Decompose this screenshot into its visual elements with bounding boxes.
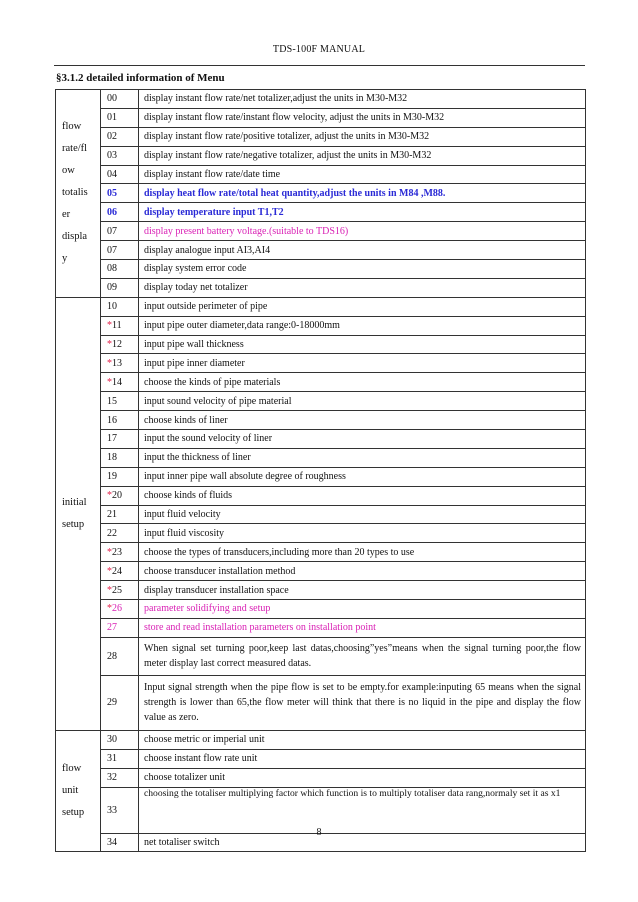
menu-code: 26 bbox=[112, 603, 122, 615]
group-label-line: y bbox=[62, 253, 68, 265]
menu-code: 18 bbox=[107, 452, 117, 464]
table-row bbox=[56, 203, 586, 222]
menu-code-cell bbox=[101, 108, 139, 127]
table-row bbox=[56, 562, 586, 581]
menu-description: choose instant flow rate unit bbox=[139, 749, 586, 768]
menu-description: choose the kinds of pipe materials bbox=[139, 373, 586, 392]
menu-description: choose totalizer unit bbox=[139, 768, 586, 787]
menu-code-cell bbox=[101, 467, 139, 486]
menu-code: 05 bbox=[107, 187, 117, 199]
group-label bbox=[56, 297, 101, 730]
table-row bbox=[56, 411, 586, 430]
table-row bbox=[56, 675, 586, 730]
menu-code: 33 bbox=[107, 804, 117, 816]
star-marker: * bbox=[107, 339, 112, 351]
menu-code-cell bbox=[101, 411, 139, 430]
table-row bbox=[56, 108, 586, 127]
menu-code: 06 bbox=[107, 206, 117, 218]
menu-description: When signal set turning poor,keep last datas,choosing”yes”means when the signal turning poor,the flow meter display last correct measured datas. bbox=[139, 637, 586, 675]
table-row bbox=[56, 448, 586, 467]
table-row bbox=[56, 749, 586, 768]
table-row bbox=[56, 430, 586, 449]
table-row bbox=[56, 297, 586, 316]
menu-code: 00 bbox=[107, 93, 117, 105]
table-row bbox=[56, 222, 586, 241]
table-row bbox=[56, 524, 586, 543]
menu-code: 04 bbox=[107, 169, 117, 180]
menu-description: input fluid viscosity bbox=[139, 524, 586, 543]
menu-code: 27 bbox=[107, 622, 117, 634]
menu-code: 20 bbox=[112, 490, 122, 502]
table-row bbox=[56, 392, 586, 411]
menu-description: input pipe wall thickness bbox=[139, 335, 586, 354]
page-header-title: TDS-100F MANUAL bbox=[272, 44, 366, 55]
group-label-line: displa bbox=[62, 231, 88, 243]
menu-code-cell bbox=[101, 297, 139, 316]
table-row bbox=[56, 165, 586, 184]
table-row bbox=[56, 600, 586, 619]
menu-code-cell bbox=[101, 618, 139, 637]
menu-code-cell bbox=[101, 637, 139, 675]
menu-code-cell bbox=[101, 749, 139, 768]
group-label-line: initial bbox=[62, 496, 87, 508]
menu-description: net totaliser switch bbox=[139, 833, 586, 852]
table-row bbox=[56, 354, 586, 373]
menu-description: display instant flow rate/instant flow velocity, adjust the units in M30-M32 bbox=[139, 108, 586, 127]
menu-description: input inner pipe wall absolute degree of roughness bbox=[139, 467, 586, 486]
table-row bbox=[56, 730, 586, 749]
group-label-line: flow bbox=[62, 121, 82, 133]
menu-code: 16 bbox=[107, 414, 117, 426]
star-marker: * bbox=[107, 565, 112, 577]
menu-description: display today net totalizer bbox=[139, 278, 586, 297]
menu-code-cell bbox=[101, 354, 139, 373]
star-marker: * bbox=[107, 376, 112, 388]
table-row bbox=[56, 335, 586, 354]
menu-code: 07 bbox=[107, 225, 117, 237]
group-label-line: totalis bbox=[62, 187, 88, 199]
menu-code: 08 bbox=[107, 263, 117, 275]
menu-code-cell bbox=[101, 486, 139, 505]
menu-code: 15 bbox=[107, 395, 117, 407]
menu-code-cell bbox=[101, 524, 139, 543]
menu-description: input sound velocity of pipe material bbox=[139, 392, 586, 411]
menu-code: 13 bbox=[112, 357, 122, 369]
menu-description: choose the types of transducers,including more than 20 types to use bbox=[139, 543, 586, 562]
menu-code-cell bbox=[101, 581, 139, 600]
menu-code-cell bbox=[101, 146, 139, 165]
menu-code-cell bbox=[101, 562, 139, 581]
menu-code-cell bbox=[101, 392, 139, 411]
table-row bbox=[56, 278, 586, 297]
menu-code-cell bbox=[101, 222, 139, 241]
menu-code: 32 bbox=[107, 772, 117, 784]
menu-code: 02 bbox=[107, 131, 117, 143]
menu-description: input the sound velocity of liner bbox=[139, 430, 586, 449]
table-row bbox=[56, 146, 586, 165]
table-row bbox=[56, 127, 586, 146]
menu-code: 14 bbox=[112, 376, 122, 388]
table-row bbox=[56, 184, 586, 203]
menu-description: choose metric or imperial unit bbox=[139, 730, 586, 749]
menu-code-cell bbox=[101, 316, 139, 335]
menu-description: input fluid velocity bbox=[139, 505, 586, 524]
menu-code-cell bbox=[101, 335, 139, 354]
table-row bbox=[56, 768, 586, 787]
menu-code: 19 bbox=[107, 471, 117, 483]
section-title: §3.1.2 detailed information of Menu bbox=[56, 72, 225, 84]
menu-code-cell bbox=[101, 241, 139, 260]
menu-code: 29 bbox=[107, 697, 117, 709]
menu-code: 03 bbox=[107, 150, 117, 162]
menu-code: 30 bbox=[107, 734, 117, 746]
menu-code: 17 bbox=[107, 433, 117, 445]
menu-description: display analogue input AI3,AI4 bbox=[139, 241, 586, 260]
menu-code: 24 bbox=[112, 565, 122, 577]
menu-code: 09 bbox=[107, 282, 117, 294]
table-row bbox=[56, 618, 586, 637]
star-marker: * bbox=[107, 603, 112, 615]
menu-table bbox=[55, 89, 586, 852]
menu-description: input the thickness of liner bbox=[139, 448, 586, 467]
menu-code-cell bbox=[101, 448, 139, 467]
menu-code: 31 bbox=[107, 753, 117, 765]
menu-description: choose kinds of liner bbox=[139, 411, 586, 430]
menu-code: 10 bbox=[107, 301, 117, 313]
menu-code-cell bbox=[101, 203, 139, 222]
menu-description: input pipe inner diameter bbox=[139, 354, 586, 373]
table-row bbox=[56, 467, 586, 486]
menu-description: display heat flow rate/total heat quantity,adjust the units in M84 ,M88. bbox=[139, 184, 586, 203]
menu-description: display transducer installation space bbox=[139, 581, 586, 600]
group-label-line: setup bbox=[62, 518, 85, 530]
table-row bbox=[56, 373, 586, 392]
menu-code-cell bbox=[101, 675, 139, 730]
table-row bbox=[56, 260, 586, 279]
menu-code-cell bbox=[101, 600, 139, 619]
menu-description: display present battery voltage.(suitable to TDS16) bbox=[139, 222, 586, 241]
menu-code-cell bbox=[101, 768, 139, 787]
group-label bbox=[56, 90, 101, 298]
menu-code-cell bbox=[101, 184, 139, 203]
star-marker: * bbox=[107, 357, 112, 369]
table-row bbox=[56, 90, 586, 109]
group-label-line: er bbox=[62, 209, 71, 221]
menu-code: 28 bbox=[107, 650, 117, 662]
menu-code-cell bbox=[101, 90, 139, 109]
menu-code-cell bbox=[101, 430, 139, 449]
table-row bbox=[56, 637, 586, 675]
menu-code-cell bbox=[101, 543, 139, 562]
table-row bbox=[56, 505, 586, 524]
group-label-line: setup bbox=[62, 807, 85, 819]
table-row bbox=[56, 241, 586, 260]
menu-description: choose kinds of fluids bbox=[139, 486, 586, 505]
table-row bbox=[56, 581, 586, 600]
menu-description: display instant flow rate/net totalizer,adjust the units in M30-M32 bbox=[139, 90, 586, 109]
header-rule bbox=[54, 65, 585, 66]
menu-description: display system error code bbox=[139, 260, 586, 279]
menu-description: choosing the totaliser multiplying factor which function is to multiply totaliser data rang,normaly set it as x1 bbox=[139, 787, 586, 833]
menu-description: display instant flow rate/negative totalizer, adjust the units in M30-M32 bbox=[139, 146, 586, 165]
table-row bbox=[56, 316, 586, 335]
menu-code-cell bbox=[101, 165, 139, 184]
menu-code: 21 bbox=[107, 509, 117, 521]
group-label-line: rate/fl bbox=[62, 143, 88, 155]
menu-description: input outside perimeter of pipe bbox=[139, 297, 586, 316]
menu-description: display instant flow rate/date time bbox=[139, 165, 586, 184]
menu-code: 12 bbox=[112, 339, 122, 351]
menu-description: input pipe outer diameter,data range:0-18000mm bbox=[139, 316, 586, 335]
menu-description: Input signal strength when the pipe flow is set to be empty.for example:inputing 65 means when the signal strength is lower than 65,the flow meter will think that there is no liquid in the pipe and display the flow value as zero. bbox=[139, 675, 586, 730]
menu-code-cell bbox=[101, 278, 139, 297]
page-number: 8 bbox=[316, 827, 322, 838]
group-label-line: flow bbox=[62, 763, 82, 775]
menu-code: 25 bbox=[112, 584, 122, 596]
menu-code: 07 bbox=[107, 244, 117, 256]
menu-code-cell bbox=[101, 373, 139, 392]
menu-code-cell bbox=[101, 730, 139, 749]
menu-code-cell bbox=[101, 260, 139, 279]
table-row bbox=[56, 486, 586, 505]
menu-code: 01 bbox=[107, 112, 117, 124]
menu-description: display temperature input T1,T2 bbox=[139, 203, 586, 222]
menu-description: choose transducer installation method bbox=[139, 562, 586, 581]
star-marker: * bbox=[107, 490, 112, 502]
menu-code-cell bbox=[101, 505, 139, 524]
star-marker: * bbox=[107, 546, 112, 558]
group-label-line: ow bbox=[62, 165, 75, 177]
menu-code-cell bbox=[101, 127, 139, 146]
menu-description: parameter solidifying and setup bbox=[139, 600, 586, 619]
menu-code: 23 bbox=[112, 546, 122, 558]
menu-description: display instant flow rate/positive totalizer, adjust the units in M30-M32 bbox=[139, 127, 586, 146]
star-marker: * bbox=[107, 320, 112, 332]
menu-code: 11 bbox=[112, 320, 122, 332]
table-row bbox=[56, 543, 586, 562]
menu-code: 22 bbox=[107, 527, 117, 539]
star-marker: * bbox=[107, 584, 112, 596]
menu-code: 34 bbox=[107, 836, 117, 848]
group-label-line: unit bbox=[62, 785, 79, 797]
menu-description: store and read installation parameters on installation point bbox=[139, 618, 586, 637]
